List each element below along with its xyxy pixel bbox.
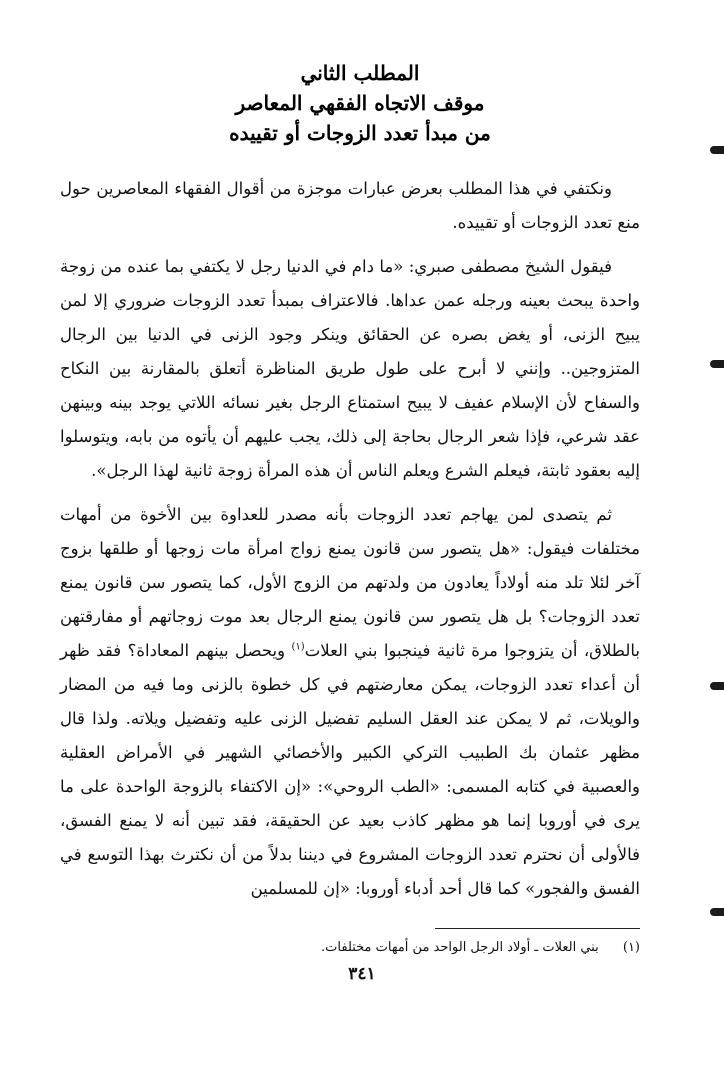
scan-edge-mark	[710, 908, 724, 916]
paragraph-intro: ونكتفي في هذا المطلب بعرض عبارات موجزة من أقوال الفقهاء المعاصرين حول منع تعدد الزوجات أو تقييده.	[60, 179, 640, 232]
paragraph-rebuttal	[60, 498, 640, 906]
scan-edge-mark	[710, 682, 724, 690]
page-number: ٣٤١	[348, 964, 376, 984]
paragraph-rebuttal-part-1: ثم يتصدى لمن يهاجم تعدد الزوجات بأنه مصدر للعداوة بين الأخوة من أمهات مختلفات فيقول: «هل يتصور سن قانون يمنع زواج امرأة مات زوجها أو طلقها بزوج آخر لئلا تلد منه أولاداً يعادون من ولدتهم من الزوج الأول، كما يتصور سن قانون يمنع تعدد الزوجات؟ بل هل يتصور سن قانون يمنع الرجال بعد موت زوجاتهم أو مفارقتهن بالطلاق، أن يتزوجوا مرة ثانية فينجبوا بني العلات	[60, 505, 640, 660]
footnote-text: بني العلات ـ أولاد الرجل الواحد من أمهات مختلفات.	[321, 940, 599, 955]
scan-edge-mark	[710, 360, 724, 368]
footnote-divider	[435, 928, 640, 929]
footnote-reference[interactable]: (١)	[291, 641, 305, 653]
heading-line-3: من مبدأ تعدد الزوجات أو تقييده	[229, 121, 491, 145]
body-text	[60, 172, 640, 906]
paragraph-rebuttal-part-2: ويحصل بينهم المعاداة؟ فقد ظهر أن أعداء تعدد الزوجات، يمكن معارضتهم في كل خطوة بالزنى وما فيه من المضار والويلات، ثم لا يمكن عند العقل السليم تفضيل الزنى عليه وتفضيل ويلاته. ولذا قال مظهر عثمان بك الطبيب التركي الكبير والأخصائي الشهير في الأمراض العقلية والعصبية في كتابه المسمى: «الطب الروحي»: «إن الاكتفاء بالزوجة الواحدة على ما يرى في أوروبا إنما هو مظهر كاذب بعيد عن الحقيقة، فقد تبين أنه لا يمنع الفسق، فالأولى أن نحترم تعدد الزوجات المشروع في ديننا بدلاً من أن نكترث بهذا التوسع في الفسق والفجور» كما قال أحد أدباء أوروبا: «إن للمسلمين	[60, 641, 640, 898]
heading-line-1: المطلب الثاني	[300, 61, 420, 85]
scan-edge-mark	[710, 146, 724, 154]
footnote	[60, 938, 640, 958]
footnote-number: (١)	[622, 940, 640, 955]
section-heading	[190, 58, 530, 148]
heading-line-2: موقف الاتجاه الفقهي المعاصر	[235, 91, 485, 115]
paragraph-sabri-quote: فيقول الشيخ مصطفى صبري: «ما دام في الدنيا رجل لا يكتفي بما عنده من زوجة واحدة يبحث بعينه ورجله عمن عداها. فالاعتراف بمبدأ تعدد الزوجات ضروري إلا لمن يبيح الزنى، أو يغض بصره عن الحقائق وينكر وجود الزنى في الدنيا بين الرجال المتزوجين.. وإنني لا أبرح على طول طريق المناظرة أتعلق بالمقارنة بين النكاح والسفاح لأن الإسلام عفيف لا يبيح استمتاع الرجل بغير نسائه اللاتي يوجد بينه وبينهن عقد شرعي، فإذا شعر الرجال بحاجة إلى ذلك، يجب عليهم أن يأتوه من بابه، ويتوسلوا إليه بعقود ثابتة، فيعلم الشرع ويعلم الناس أن هذه المرأة زوجة ثانية لهذا الرجل».	[60, 257, 640, 480]
